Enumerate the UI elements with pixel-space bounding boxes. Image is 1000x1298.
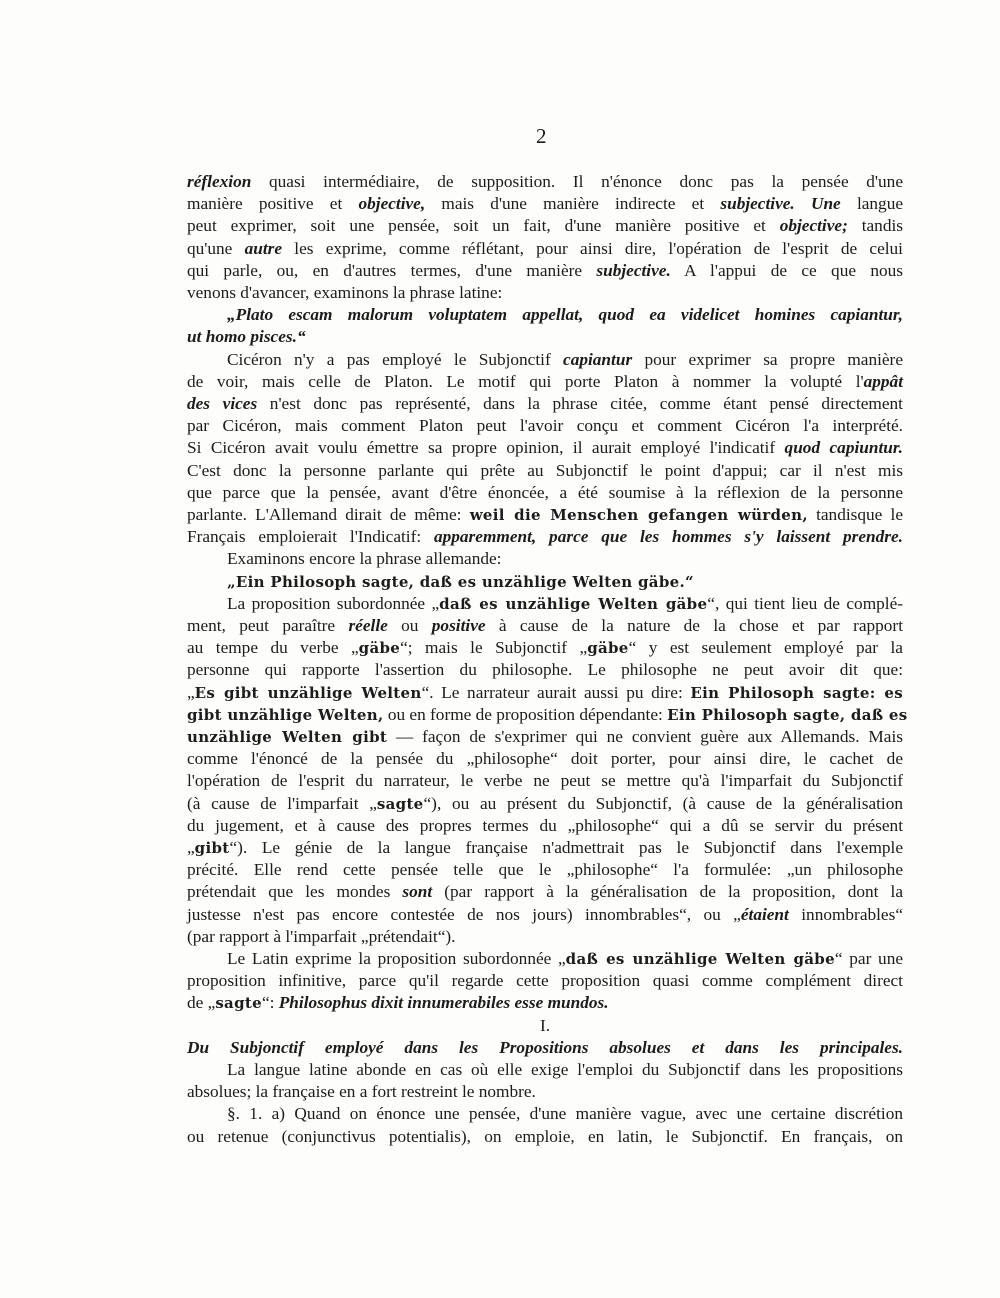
text-line	[187, 793, 903, 815]
text-line	[187, 859, 903, 881]
fraktur-text: gibt	[194, 839, 230, 857]
text-line	[187, 1081, 903, 1103]
text-span: qu'une	[187, 238, 245, 258]
text-span: Cicéron n'y a pas employé le Subjonctif	[227, 349, 564, 369]
text-span: — façon de s'exprimer qui ne convient guère aux Allemands. Mais	[387, 727, 903, 746]
text-span: personne qui rapporte l'assertion du philosophe. Le philosophe ne peut avoir dit que:	[187, 660, 903, 680]
text-line	[187, 881, 903, 903]
text-span	[795, 194, 811, 213]
emphasis-text: réelle	[348, 616, 388, 635]
text-line	[227, 304, 903, 326]
emphasis-text: ut homo pisces.“	[187, 327, 306, 347]
text-line	[187, 482, 903, 504]
fraktur-text: sagte	[376, 794, 424, 813]
text-line	[187, 215, 903, 237]
text-line	[187, 970, 903, 992]
text-span: “). Le génie de la langue française n'admettrait pas le Subjonctif dans l'exemple	[229, 838, 903, 857]
emphasis-text: positive	[431, 616, 486, 635]
text-line	[187, 615, 903, 637]
emphasis-text: objective,	[358, 194, 426, 214]
text-line	[187, 659, 903, 681]
emphasis-text: „Plato escam malorum voluptatem appellat, quod ea videlicet homines capiantur,	[227, 305, 903, 325]
text-line	[187, 1037, 903, 1059]
text-span: Français emploierait l'Indicatif:	[187, 527, 434, 547]
text-span: innombrables“	[788, 904, 903, 924]
fraktur-text: gäbe	[358, 639, 401, 658]
text-span: “ par une	[834, 949, 903, 968]
text-span: La proposition subordonnée „	[227, 593, 440, 613]
emphasis-text: autre	[244, 238, 283, 258]
text-span: La langue latine abonde en cas où elle exige l'emploi du Subjonctif dans les propositions	[227, 1060, 903, 1079]
emphasis-text: subjective.	[596, 260, 671, 280]
text-line	[187, 260, 903, 282]
emphasis-text: subjective.	[720, 194, 795, 214]
emphasis-text: Philosophus dixit innumerabiles esse mundos.	[278, 993, 609, 1013]
text-span: du jugement, et à cause des propres termes du „philosophe“ qui a dû se servir du présent	[187, 815, 903, 835]
emphasis-text: Du Subjonctif employé dans les Propositions absolues et dans les principales.	[187, 1037, 903, 1057]
text-span: n'est donc pas représenté, dans la phrase citée, comme étant pensé directement	[257, 394, 903, 413]
section-heading-number	[187, 1015, 903, 1037]
text-line	[187, 371, 903, 393]
text-line	[227, 571, 903, 593]
text-span: précité. Elle rend cette pensée telle que le „philosophe“ l'a formulée: „un philosophe	[187, 860, 903, 880]
text-line	[187, 282, 903, 304]
text-span: justesse n'est pas encore contestée de nos jours) innombrables“, ou „	[187, 904, 741, 924]
text-span: “ y est seulement employé par la	[628, 638, 903, 658]
text-span: l'opération de l'esprit du narrateur, le verbe ne peut se mettre qu'à l'imparfait du Subjonctif	[187, 771, 903, 791]
text-span: manière positive et	[187, 194, 359, 214]
text-line	[187, 238, 903, 260]
text-span: de voir, mais celle de Platon. Le motif qui porte Platon à nommer la volupté l'	[187, 371, 864, 391]
text-line	[227, 593, 903, 615]
text-span: ment, peut paraître	[187, 616, 349, 635]
text-span: Le Latin exprime la proposition subordonnée „	[227, 949, 566, 968]
text-span: langue	[840, 194, 904, 214]
emphasis-text: étaient	[740, 904, 789, 924]
emphasis-text: réflexion	[187, 172, 252, 191]
text-span: (par rapport à l'imparfait „prétendait“).	[187, 926, 456, 946]
text-span: comme l'énoncé de la pensée du „philosophe“ doit porter, pour ainsi dire, le cachet de	[187, 749, 903, 769]
text-line	[187, 437, 903, 459]
emphasis-text: capiantur	[563, 349, 633, 369]
text-line	[187, 837, 903, 859]
fraktur-text: „Ein Philosoph sagte, daß es unzählige Welten gäbe.“	[227, 572, 694, 591]
text-span: au tempe du verbe „	[187, 638, 359, 658]
fraktur-text: daß es unzählige Welten gäbe	[565, 950, 835, 968]
text-span: absolues; la française en a fort restreint le nombre.	[187, 1082, 536, 1102]
text-span: “. Le narrateur aurait aussi pu dire:	[421, 682, 691, 702]
text-span: “:	[261, 993, 279, 1013]
text-span: que parce que la pensée, avant d'être énoncée, a été soumise à la réflexion de la personne	[187, 482, 903, 502]
text-line	[187, 726, 903, 748]
text-line	[187, 193, 903, 215]
text-span: ou en forme de proposition dépendante:	[383, 704, 668, 724]
emphasis-text: quod capiuntur.	[784, 438, 903, 458]
text-span: „	[187, 838, 195, 857]
emphasis-text: appât	[863, 371, 903, 391]
fraktur-text: weil die Menschen gefangen würden,	[469, 506, 808, 524]
text-span: tandis	[847, 216, 903, 236]
text-span: “, qui tient lieu de complé-	[707, 593, 903, 613]
text-span: peut exprimer, soit une pensée, soit un fait, d'une manière positive et	[187, 216, 780, 236]
emphasis-text: Une	[810, 194, 841, 214]
fraktur-text: gibt unzählige Welten,	[187, 705, 384, 724]
text-line	[187, 748, 903, 770]
text-line	[187, 326, 903, 348]
fraktur-text: sagte	[215, 994, 262, 1013]
text-span: qui parle, ou, en d'autres termes, d'une manière	[187, 260, 597, 280]
fraktur-text: gäbe	[587, 639, 629, 658]
text-line	[187, 415, 903, 437]
text-span: quasi intermédiaire, de supposition. Il n'énonce donc pas la pensée d'une	[251, 172, 903, 191]
text-span: Examinons encore la phrase allemande:	[227, 549, 502, 569]
emphasis-text: objective;	[779, 216, 848, 236]
text-span: ou retenue (conjunctivus potentialis), on emploie, en latin, le Subjonctif. En français, on	[187, 1126, 903, 1146]
text-span: venons d'avancer, examinons la phrase latine:	[187, 283, 503, 302]
text-line	[187, 926, 903, 948]
text-line	[187, 504, 903, 526]
text-line	[187, 815, 903, 837]
fraktur-text: daß es unzählige Welten gäbe	[439, 594, 708, 613]
text-line	[187, 770, 903, 792]
text-span: §. 1. a) Quand on énonce une pensée, d'une manière vague, avec une certaine discrétion	[227, 1104, 903, 1124]
text-span: C'est donc la personne parlante qui prête au Subjonctif le point d'appui; car il n'est mis	[187, 460, 903, 480]
text-line	[227, 948, 903, 970]
text-line	[187, 904, 903, 926]
text-span: “; mais le Subjonctif „	[400, 638, 588, 658]
text-span: prétendait que les mondes	[187, 882, 403, 902]
text-line	[187, 171, 903, 193]
text-span: A l'appui de ce que nous	[670, 260, 903, 280]
text-line	[227, 548, 903, 570]
text-span: Si Cicéron avait voulu émettre sa propre opinion, il aurait employé l'indicatif	[187, 438, 785, 458]
fraktur-text: Es gibt unzählige Welten	[194, 683, 422, 702]
text-line	[187, 1126, 903, 1148]
text-line	[227, 1059, 903, 1081]
emphasis-text: des vices	[187, 394, 258, 413]
text-span: „	[187, 682, 195, 702]
text-span: “), ou au présent du Subjonctif, (à cause de la généralisation	[423, 793, 903, 813]
text-span: tandisque le	[807, 505, 903, 524]
text-line	[227, 1103, 903, 1125]
text-line	[187, 992, 903, 1014]
text-line	[187, 393, 903, 415]
text-span: par Cicéron, mais comment Platon peut l'avoir conçu et comment Cicéron l'a interprété.	[187, 416, 903, 436]
text-line	[187, 682, 903, 704]
fraktur-text: Ein Philosoph sagte: es	[690, 683, 904, 702]
text-span: pour exprimer sa propre manière	[632, 349, 903, 369]
text-span: de „	[187, 993, 216, 1013]
fraktur-text: Ein Philosoph sagte, daß es	[667, 705, 908, 724]
text-line	[187, 460, 903, 482]
text-line	[187, 637, 903, 659]
text-span: les exprime, comme réflétant, pour ainsi dire, l'opération de l'esprit de celui	[282, 238, 903, 258]
text-line	[227, 349, 903, 371]
text-line	[187, 526, 903, 548]
text-line	[187, 704, 908, 726]
text-span: (à cause de l'imparfait „	[187, 793, 377, 813]
text-span: parlante. L'Allemand dirait de même:	[187, 505, 470, 524]
page-number: 2	[536, 124, 547, 148]
text-span: proposition infinitive, parce qu'il regarde cette proposition quasi comme complément direct	[187, 971, 903, 991]
text-span: ou	[387, 616, 432, 635]
emphasis-text: apparemment, parce que les hommes s'y laissent prendre.	[433, 527, 903, 547]
text-span: (par rapport à la généralisation de la proposition, dont la	[432, 882, 903, 902]
fraktur-text: unzählige Welten gibt	[187, 728, 388, 746]
text-span: I.	[539, 1015, 551, 1035]
emphasis-text: sont	[402, 882, 433, 902]
text-span: mais d'une manière indirecte et	[425, 194, 721, 214]
text-span: à cause de la nature de la chose et par rapport	[485, 616, 903, 635]
